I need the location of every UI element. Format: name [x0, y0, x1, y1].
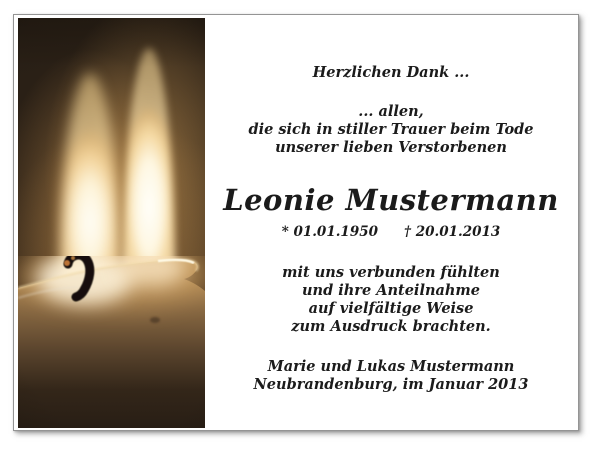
- signature-line: Marie und Lukas Mustermann: [267, 358, 515, 375]
- signature-block: [206, 358, 576, 394]
- body-line: auf vielfältige Weise: [308, 300, 474, 317]
- candle-wax-illustration: [18, 256, 205, 428]
- birth-date: * 01.01.1950: [281, 224, 378, 240]
- intro-line: die sich in stiller Trauer beim Tode: [248, 121, 534, 138]
- body-line: und ihre Anteilnahme: [301, 282, 480, 299]
- body-block: [206, 264, 576, 336]
- intro-line: ... allen,: [358, 103, 424, 120]
- signature-line: Neubrandenburg, im Januar 2013: [253, 376, 529, 393]
- body-line: zum Ausdruck brachten.: [291, 318, 491, 335]
- life-dates: [206, 223, 576, 241]
- memorial-card: [13, 14, 579, 431]
- body-line: mit uns verbunden fühlten: [282, 264, 500, 281]
- death-date: † 20.01.2013: [404, 224, 501, 240]
- greeting-line: Herzlichen Dank ...: [312, 64, 470, 81]
- intro-line: unserer lieben Verstorbenen: [275, 139, 507, 156]
- candles-photo: [18, 18, 205, 428]
- deceased-name: Leonie Mustermann: [223, 183, 559, 217]
- intro-block: [206, 103, 576, 157]
- text-column: [206, 15, 576, 432]
